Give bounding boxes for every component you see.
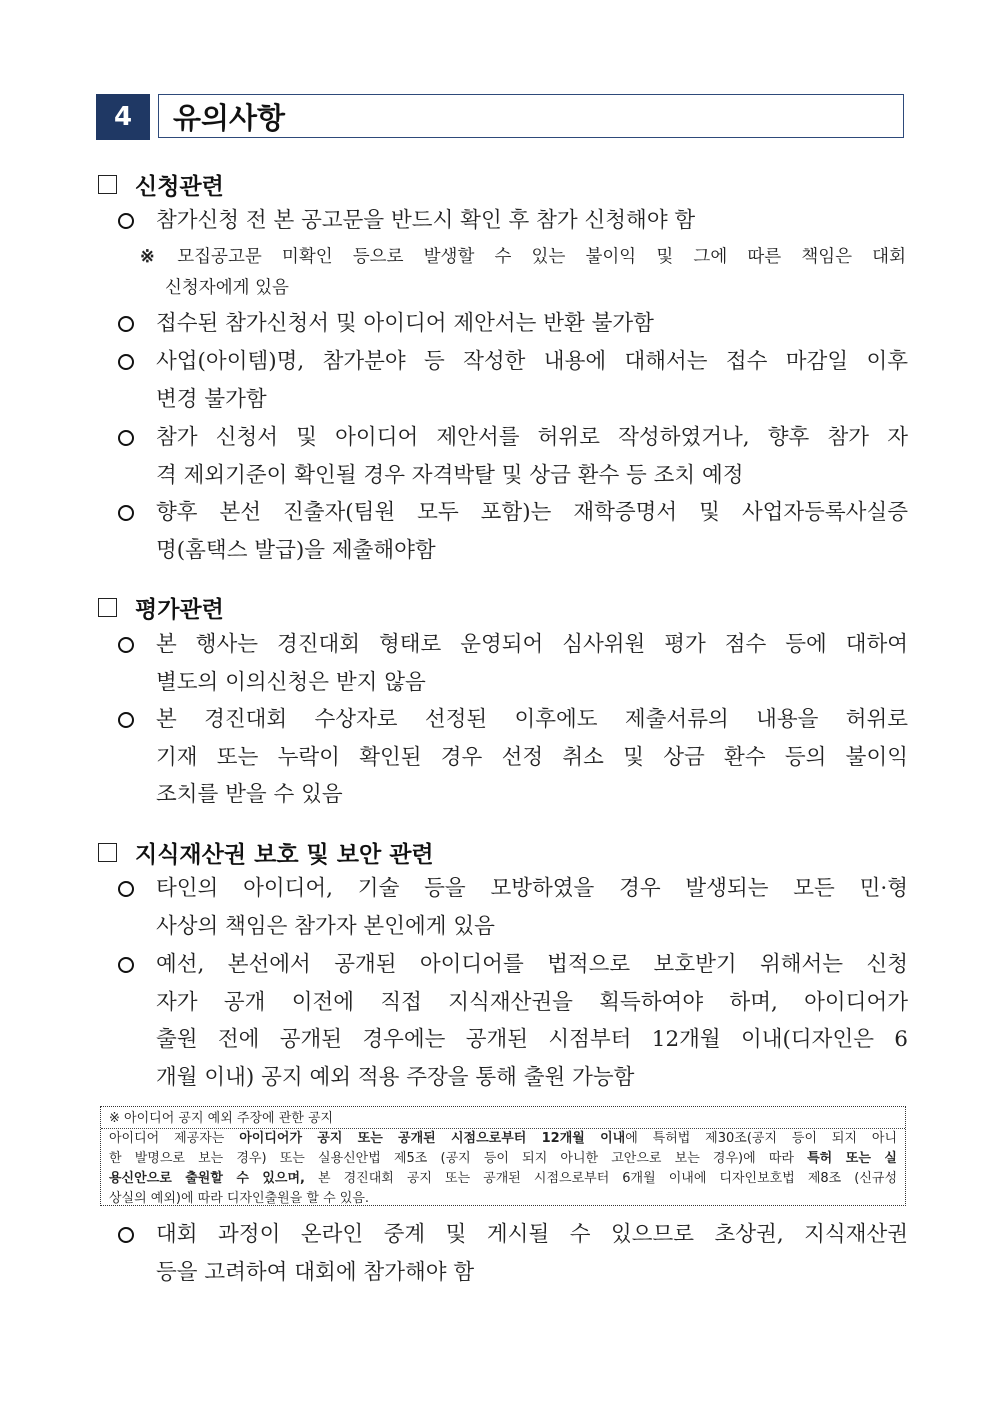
item-line: 본 행사는 경진대회 형태로 운영되어 심사위원 평가 점수 등에 대하여 bbox=[156, 632, 908, 657]
item-line: 등을 고려하여 대회에 참가해야 함 bbox=[156, 1259, 475, 1285]
circle-bullet-icon bbox=[118, 430, 134, 446]
reference-mark-icon: ※ bbox=[140, 247, 170, 267]
circle-bullet-icon bbox=[118, 1227, 134, 1243]
item-line: 사상의 책임은 참가자 본인에게 있음 bbox=[156, 913, 495, 939]
notice-line: 용신안으로 출원할 수 있으며, 본 경진대회 공지 또는 공개된 시점으로부터 6개월 이내에 디자인보호법 제8조 (신규성 bbox=[109, 1171, 898, 1186]
section-header bbox=[96, 94, 904, 140]
notice-line: 아이디어 제공자는 아이디어가 공지 또는 공개된 시점으로부터 12개월 이내에 특허법 제30조(공지 등이 되지 아니 bbox=[109, 1131, 897, 1146]
section-title-box: 유의사항 bbox=[158, 94, 904, 138]
item-line: 명(홈택스 발급)을 제출해야함 bbox=[156, 537, 436, 563]
item-line: 타인의 아이디어, 기술 등을 모방하였을 경우 발생되는 모든 민·형 bbox=[156, 876, 908, 901]
checkbox-square-icon bbox=[98, 843, 117, 862]
item-line: 개월 이내) 공지 예외 적용 주장을 통해 출원 가능함 bbox=[156, 1064, 635, 1090]
note-line: 모집공고문 미확인 등으로 발생할 수 있는 불이익 및 그에 따른 책임은 대회 bbox=[177, 247, 906, 267]
subsection-label: 지식재산권 보호 및 보안 관련 bbox=[135, 842, 434, 868]
circle-bullet-icon bbox=[118, 354, 134, 370]
subsection-title-evaluation bbox=[98, 591, 224, 624]
notice-title: ※ 아이디어 공지 예외 주장에 관한 공지 bbox=[101, 1109, 905, 1129]
subsection-title-application bbox=[98, 168, 224, 201]
section-number: 4 bbox=[96, 94, 150, 140]
list-item bbox=[118, 494, 908, 569]
list-item bbox=[118, 946, 908, 1096]
item-line: 접수된 참가신청서 및 아이디어 제안서는 반환 불가함 bbox=[156, 311, 654, 336]
circle-bullet-icon bbox=[118, 637, 134, 653]
list-item bbox=[118, 1216, 908, 1291]
item-line: 참가 신청서 및 아이디어 제안서를 허위로 작성하였거나, 향후 참가 자 bbox=[156, 425, 908, 450]
note bbox=[140, 242, 906, 304]
item-line: 조치를 받을 수 있음 bbox=[156, 782, 343, 807]
subsection-label: 신청관련 bbox=[135, 174, 224, 200]
item-line: 출원 전에 공개된 경우에는 공개된 시점부터 12개월 이내(디자인은 6 bbox=[156, 1027, 908, 1052]
checkbox-square-icon bbox=[98, 175, 117, 194]
circle-bullet-icon bbox=[118, 881, 134, 897]
item-line: 본 경진대회 수상자로 선정된 이후에도 제출서류의 내용을 허위로 bbox=[156, 707, 908, 732]
notice-line: 상실의 예외)에 따라 디자인출원을 할 수 있음. bbox=[109, 1191, 370, 1206]
subsection-title-ip bbox=[98, 836, 434, 869]
list-item bbox=[118, 626, 908, 701]
item-line: 격 제외기준이 확인될 경우 자격박탈 및 상금 환수 등 조치 예정 bbox=[156, 462, 744, 488]
list-item bbox=[118, 419, 908, 494]
ip-notice-box bbox=[100, 1106, 906, 1206]
circle-bullet-icon bbox=[118, 505, 134, 521]
list-item bbox=[118, 870, 908, 945]
item-line: 사업(아이템)명, 참가분야 등 작성한 내용에 대해서는 접수 마감일 이후 bbox=[156, 349, 908, 374]
item-line: 대회 과정이 온라인 중계 및 게시될 수 있으므로 초상권, 지식재산권 bbox=[156, 1222, 908, 1247]
checkbox-square-icon bbox=[98, 598, 117, 617]
subsection-label: 평가관련 bbox=[135, 597, 224, 623]
list-item bbox=[118, 701, 908, 814]
notice-body bbox=[109, 1129, 897, 1209]
item-line: 기재 또는 누락이 확인된 경우 선정 취소 및 상금 환수 등의 불이익 bbox=[156, 744, 908, 770]
list-item bbox=[118, 343, 908, 418]
item-line: 별도의 이의신청은 받지 않음 bbox=[156, 669, 426, 695]
circle-bullet-icon bbox=[118, 316, 134, 332]
item-line: 자가 공개 이전에 직접 지식재산권을 획득하여야 하며, 아이디어가 bbox=[156, 989, 908, 1015]
item-line: 변경 불가함 bbox=[156, 386, 267, 412]
item-line: 향후 본선 진출자(팀원 모두 포함)는 재학증명서 및 사업자등록사실증 bbox=[156, 500, 908, 525]
note-line: 신청자에게 있음 bbox=[165, 278, 289, 298]
circle-bullet-icon bbox=[118, 213, 134, 229]
circle-bullet-icon bbox=[118, 712, 134, 728]
circle-bullet-icon bbox=[118, 957, 134, 973]
notice-line: 한 발명으로 보는 경우) 또는 실용신안법 제5조 (공지 등이 되지 아니한 고안으로 보는 경우)에 따라 특허 또는 실 bbox=[109, 1151, 897, 1166]
item-line: 참가신청 전 본 공고문을 반드시 확인 후 참가 신청해야 함 bbox=[156, 208, 696, 233]
list-item bbox=[118, 305, 748, 343]
list-item bbox=[118, 202, 808, 240]
item-line: 예선, 본선에서 공개된 아이디어를 법적으로 보호받기 위해서는 신청 bbox=[156, 952, 908, 977]
